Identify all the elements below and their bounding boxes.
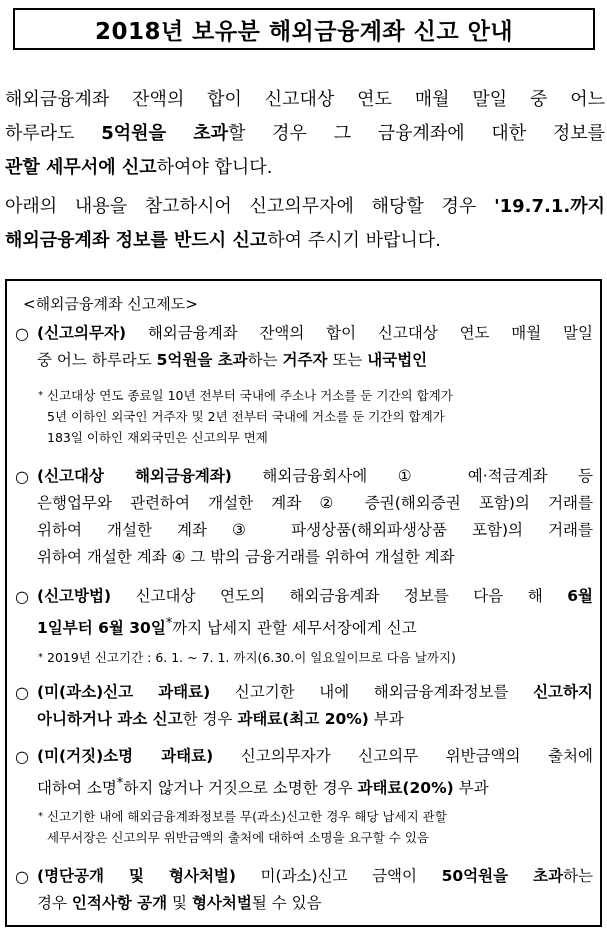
intro-line: 해외금융계좌 정보를 반드시 신고하여 주시기 바랍니다. [5, 230, 441, 251]
bullet-icon: ○ [15, 683, 29, 702]
item-method: ○ (신고방법) 신고대상 연도의 해외금융계좌 정보를 다음 해 6월 1일부터 6월 30일*까지 납세지 관할 세무서장에게 신고 [15, 583, 593, 642]
intro-line: 아래의 내용을 참고하시어 신고의무자에 해당할 경우 '19.7.1.까지 [5, 196, 605, 217]
item-disclosure-punishment: ○ (명단공개 및 형사처벌) 미(과소)신고 금액이 50억원을 초과하는 경우 인적사항 공개 및 형사처벌될 수 있음 [15, 863, 593, 917]
item-nonfiling-penalty: ○ (미(과소)신고 과태료) 신고기한 내에 해외금융계좌정보를 신고하지 아니하거나 과소 신고한 경우 과태료(최고 20%) 부과 [15, 679, 593, 733]
emphasis: 해외금융계좌 정보를 반드시 신고 [5, 230, 268, 251]
intro-line: 하루라도 5억원을 초과할 경우 그 금융계좌에 대한 정보를 [5, 123, 605, 144]
box-heading: <해외금융계좌 신고제도> [23, 295, 198, 313]
intro-line: 관할 세무서에 신고하여야 합니다. [5, 157, 273, 178]
asterisk-icon: * [38, 390, 43, 401]
emphasis: 관할 세무서에 신고 [5, 157, 157, 178]
page-title: 2018년 보유분 해외금융계좌 신고 안내 [13, 8, 595, 50]
bullet-icon: ○ [15, 747, 29, 766]
bullet-icon: ○ [15, 587, 29, 606]
asterisk-icon: * [38, 652, 43, 663]
bullet-icon: ○ [15, 324, 29, 343]
intro-paragraph-2 [5, 190, 605, 258]
note-obligor: * 신고대상 연도 종료일 10년 전부터 국내에 주소나 거소를 둔 기간의 합계가 5년 이하인 외국인 거주자 및 2년 전부터 국내에 거소를 둔 기간의 합계가 183일 이하인 재외국민은 신고의무 면제 [47, 385, 595, 448]
note-explanation: * 신고기한 내에 해외금융계좌정보를 무(과소)신고한 경우 해당 납세지 관할 세무서장은 신고의무 위반금액의 출처에 대하여 소명을 요구할 수 있음 [47, 806, 595, 848]
note-method: * 2019년 신고기간 : 6. 1. ~ 7. 1. 까지(6.30.이 일요일이므로 다음 날까지) [47, 647, 595, 668]
emphasis: 5억원을 초과 [101, 123, 228, 144]
item-target-accounts: ○ (신고대상 해외금융계좌) 해외금융회사에 ① 예·적금계좌 등 은행업무와 관련하여 개설한 계좌 ② 증권(해외증권 포함)의 거래를 위하여 개설한 계좌 ③ 파생상품(해외파생상품 포함)의 거래를 위하여 개설한 계좌 ④ 그 밖의 금융거래를 위하여 개설한 계좌 [15, 463, 593, 571]
intro-line: 해외금융계좌 잔액의 합이 신고대상 연도 매월 말일 중 어느 [5, 89, 605, 110]
deadline: '19.7.1.까지 [494, 196, 605, 217]
item-obligor: ○ (신고의무자) 해외금융계좌 잔액의 합이 신고대상 연도 매월 말일 중 어느 하루라도 5억원을 초과하는 거주자 또는 내국법인 [15, 320, 593, 374]
reporting-system-box [5, 279, 602, 927]
bullet-icon: ○ [15, 867, 29, 886]
asterisk-icon: * [38, 811, 43, 822]
bullet-icon: ○ [15, 467, 29, 486]
item-explanation-penalty: ○ (미(거짓)소명 과태료) 신고의무자가 신고의무 위반금액의 출처에 대하여 소명*하지 않거나 거짓으로 소명한 경우 과태료(20%) 부과 [15, 743, 593, 802]
intro-paragraph-1 [5, 83, 605, 185]
